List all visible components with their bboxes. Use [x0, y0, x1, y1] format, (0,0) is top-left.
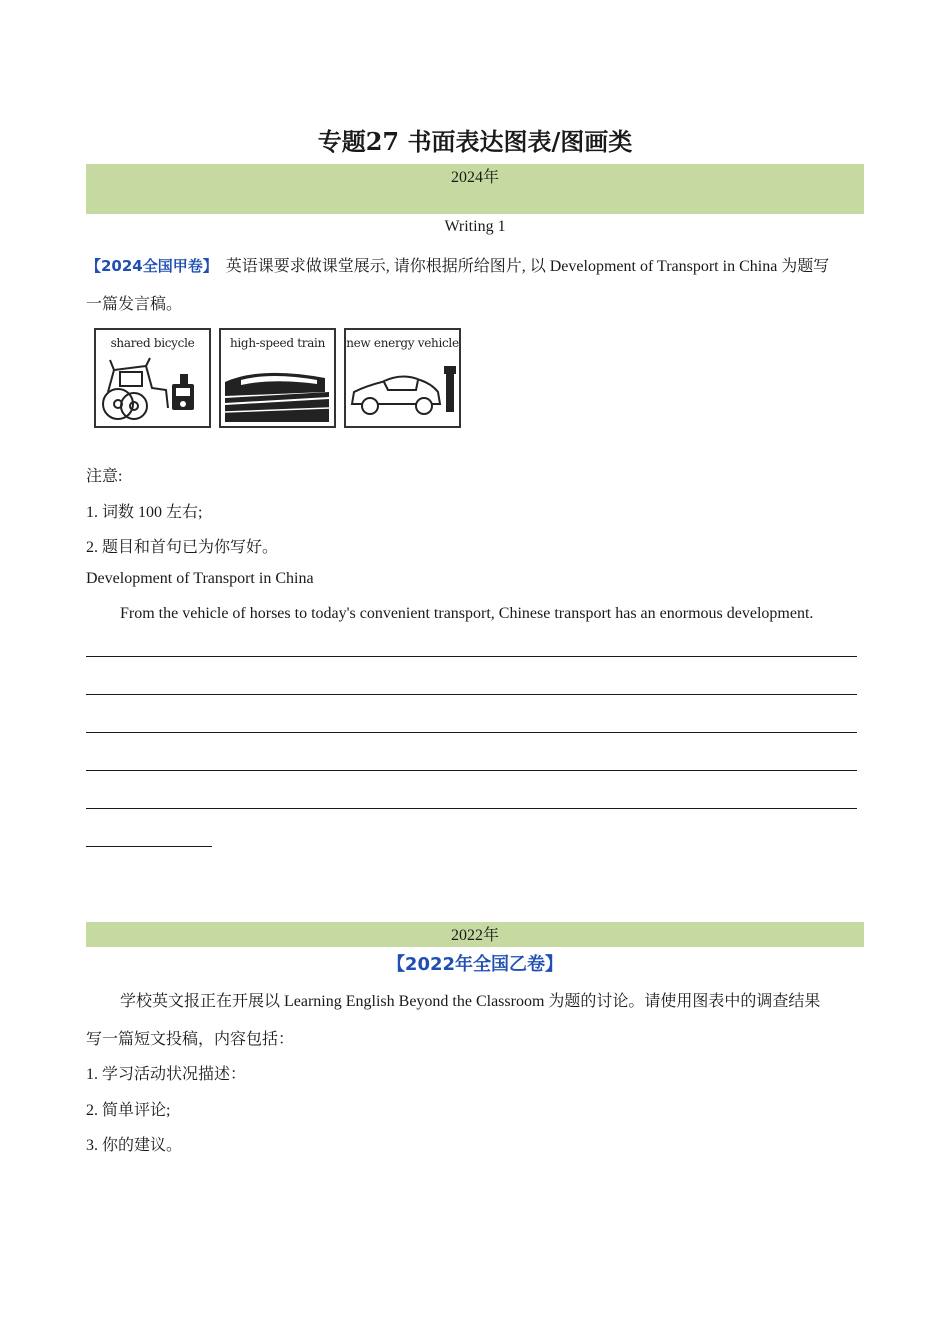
- page-title: 专题27 书面表达图表/图画类: [317, 127, 633, 156]
- picture-label: shared bicycle: [110, 336, 195, 350]
- requirement-item-1: 1. 学习活动状况描述：: [86, 1066, 247, 1083]
- picture-label: new energy vehicle: [346, 336, 459, 350]
- year-band-2024: 2024年: [86, 164, 864, 214]
- prompt-2024-line1: [86, 253, 829, 276]
- answer-line[interactable]: [86, 770, 857, 771]
- source-tag-2024: 【2024全国甲卷】: [86, 257, 218, 275]
- notes-heading: 注意:: [86, 468, 123, 485]
- answer-line[interactable]: [86, 732, 857, 733]
- horse-carriage-icon: [96, 352, 209, 424]
- answer-line[interactable]: [86, 694, 857, 695]
- picture-new-energy-vehicle: [344, 328, 461, 428]
- prompt-2024-line2: 一篇发言稿。: [86, 296, 183, 313]
- answer-line[interactable]: [86, 846, 212, 847]
- note-word-count: 1. 词数 100 左右;: [86, 504, 203, 521]
- essay-title: Development of Transport in China: [86, 570, 314, 587]
- prompt-2022-line2: 写一篇短文投稿，内容包括：: [86, 1031, 295, 1048]
- answer-line[interactable]: [86, 808, 857, 809]
- prompt-2022-line1: 学校英文报正在开展以 Learning English Beyond the Classroom 为题的讨论。请使用图表中的调查结果: [120, 993, 821, 1010]
- note-given-text: 2. 题目和首句已为你写好。: [86, 539, 279, 556]
- year-band-2022: 2022年: [86, 922, 864, 947]
- electric-car-icon: [346, 352, 459, 424]
- source-tag-2022: 【2022年全国乙卷】: [386, 954, 564, 975]
- writing-label: Writing 1: [444, 218, 506, 235]
- requirement-item-2: 2. 简单评论;: [86, 1102, 171, 1119]
- answer-line[interactable]: [86, 656, 857, 657]
- picture-shared-bicycle: [94, 328, 211, 428]
- prompt-2024-text: 英语课要求做课堂展示, 请你根据所给图片, 以 Development of Transport in China 为题写: [225, 258, 830, 275]
- picture-high-speed-train: [219, 328, 336, 428]
- essay-first-sentence: From the vehicle of horses to today's convenient transport, Chinese transport has an enormous development.: [120, 605, 814, 622]
- picture-label: high-speed train: [229, 336, 326, 350]
- high-speed-train-icon: [221, 352, 334, 424]
- requirement-item-3: 3. 你的建议。: [86, 1137, 183, 1154]
